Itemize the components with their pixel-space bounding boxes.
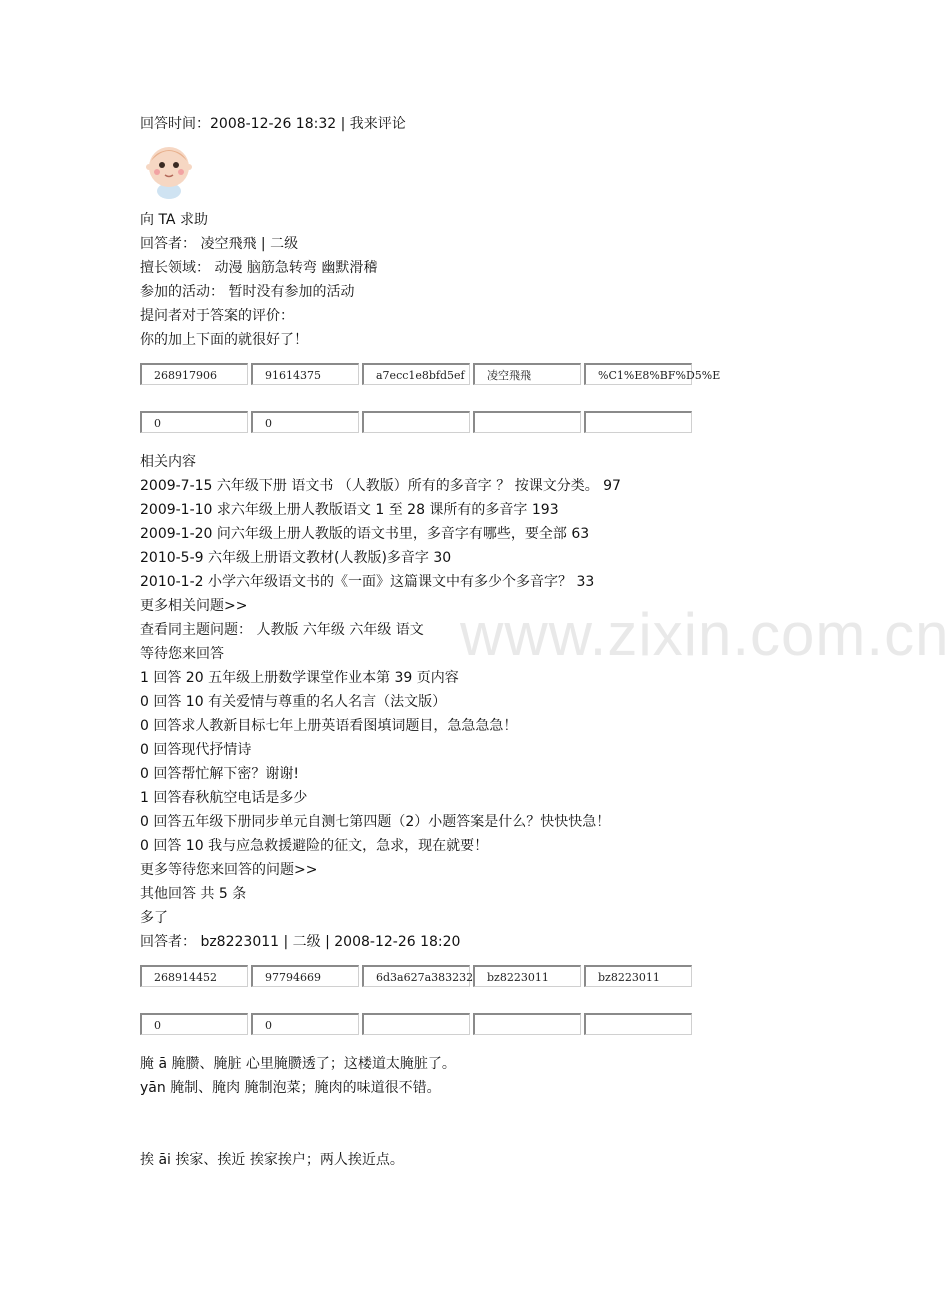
waiting-item[interactable]: 0 回答五年级下册同步单元自测七第四题（2）小题答案是什么？快快快急！	[140, 814, 611, 830]
waiting-title: 等待您来回答	[140, 646, 224, 662]
activity-line: 参加的活动： 暂时没有参加的活动	[140, 284, 355, 300]
waiting-item[interactable]: 0 回答求人教新目标七年上册英语看图填词题目，急急急急！	[140, 718, 518, 734]
waiting-item[interactable]: 0 回答现代抒情诗	[140, 742, 252, 758]
waiting-item[interactable]: 0 回答帮忙解下密？谢谢!	[140, 766, 299, 782]
info-box: 268914452	[140, 965, 248, 987]
info-box: bz8223011	[473, 965, 581, 987]
info-box: 0	[251, 1013, 359, 1035]
expertise-line: 擅长领域： 动漫 脑筋急转弯 幽默滑稽	[140, 260, 378, 276]
waiting-item[interactable]: 0 回答 10 我与应急救援避险的征文，急求，现在就要！	[140, 838, 489, 854]
info-box: 97794669	[251, 965, 359, 987]
related-title: 相关内容	[140, 454, 196, 470]
other-answer-text: 多了	[140, 910, 168, 926]
baby-avatar[interactable]	[142, 143, 196, 199]
info-box: a7ecc1e8bfd5ef	[362, 363, 470, 385]
waiting-item[interactable]: 1 回答春秋航空电话是多少	[140, 790, 308, 806]
info-box	[473, 411, 581, 433]
other-answers-title: 其他回答 共 5 条	[140, 886, 247, 902]
info-box: 268917906	[140, 363, 248, 385]
answer-time: 回答时间：2008-12-26 18:32 | 我来评论	[140, 116, 406, 132]
info-box	[473, 1013, 581, 1035]
info-box: 91614375	[251, 363, 359, 385]
info-box: 凌空飛飛	[473, 363, 581, 385]
related-item[interactable]: 2010-1-2 小学六年级语文书的《一面》这篇课文中有多少个多音字？ 33	[140, 574, 595, 590]
rating-text: 你的加上下面的就很好了！	[140, 332, 308, 348]
info-box: 0	[140, 1013, 248, 1035]
other-answerer-line: 回答者： bz8223011 | 二级 | 2008-12-26 18:20	[140, 934, 461, 950]
info-box: 6d3a627a383232	[362, 965, 470, 987]
content-line: yān 腌制、腌肉 腌制泡菜；腌肉的味道很不错。	[140, 1080, 441, 1096]
info-box: %C1%E8%BF%D5%E	[584, 363, 692, 385]
watermark: www.zixin.com.cn	[460, 601, 949, 668]
info-box: bz8223011	[584, 965, 692, 987]
ask-ta-link[interactable]: 向 TA 求助	[140, 212, 208, 228]
info-box: 0	[251, 411, 359, 433]
related-item[interactable]: 2009-1-10 求六年级上册人教版语文 1 至 28 课所有的多音字 193	[140, 502, 559, 518]
related-item[interactable]: 2009-7-15 六年级下册 语文书 （人教版）所有的多音字 ？ 按课文分类。 97	[140, 478, 621, 494]
rating-label: 提问者对于答案的评价：	[140, 308, 294, 324]
related-item[interactable]: 2010-5-9 六年级上册语文教材(人教版)多音字 30	[140, 550, 452, 566]
content-line: 腌 ā 腌臜、腌脏 心里腌臜透了；这楼道太腌脏了。	[140, 1056, 456, 1072]
same-topic-line[interactable]: 查看同主题问题： 人教版 六年级 六年级 语文	[140, 622, 424, 638]
related-item[interactable]: 2009-1-20 问六年级上册人教版的语文书里，多音字有哪些，要全部 63	[140, 526, 590, 542]
waiting-item[interactable]: 1 回答 20 五年级上册数学课堂作业本第 39 页内容	[140, 670, 459, 686]
waiting-item[interactable]: 0 回答 10 有关爱情与尊重的名人名言（法文版）	[140, 694, 447, 710]
info-box	[362, 411, 470, 433]
more-related-link[interactable]: 更多相关问题>>	[140, 598, 248, 614]
info-box	[584, 411, 692, 433]
more-waiting-link[interactable]: 更多等待您来回答的问题>>	[140, 862, 318, 878]
answerer-line: 回答者： 凌空飛飛 | 二级	[140, 236, 299, 252]
content-line: 挨 āi 挨家、挨近 挨家挨户；两人挨近点。	[140, 1152, 404, 1168]
info-box	[362, 1013, 470, 1035]
info-box: 0	[140, 411, 248, 433]
info-box	[584, 1013, 692, 1035]
